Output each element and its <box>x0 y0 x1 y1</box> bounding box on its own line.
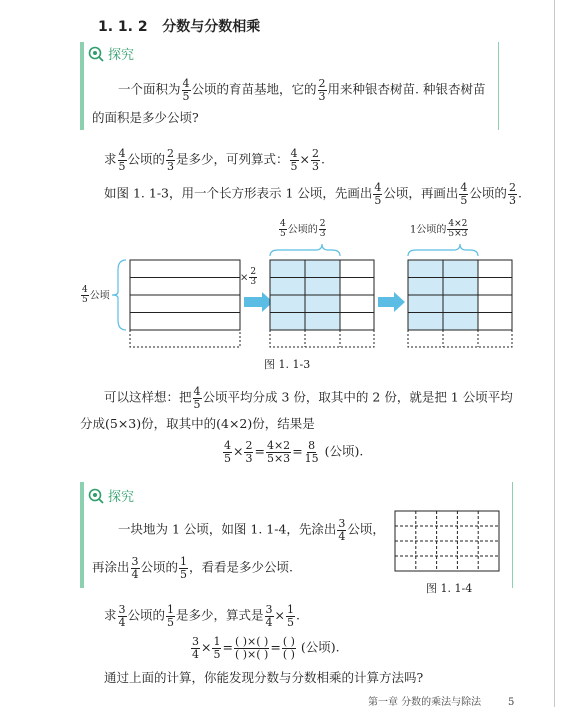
bracket <box>112 260 126 330</box>
rect-middle <box>270 260 374 347</box>
fig13-op: × $\frac{2}{3}$ <box>240 267 257 288</box>
fig13-caption: 图 1. 1-3 <box>264 358 311 371</box>
fig13-left-label: $\frac{4}{5}$ 公顷 <box>82 285 110 306</box>
explore-label: 探究 <box>108 48 135 63</box>
figure-1-1-4 <box>394 510 500 574</box>
equation-2: $\frac{3}{4}$ × $\frac{1}{5}$ = $\frac{( )\times( )}{( )\times( )}$ = $\frac{( )}{( )}$ (公顷). <box>192 635 340 661</box>
explore-bar-1-right <box>498 42 499 130</box>
para-1: 求 $\frac{4}{5}$ 公顷的 $\frac{2}{3}$ 是多少，可列算式： $\frac{4}{5}$ × $\frac{2}{3}$ . <box>104 147 326 173</box>
explore-bar-2 <box>80 482 84 588</box>
explore-icon <box>88 46 104 62</box>
para-4: 求 $\frac{3}{4}$ 公顷的 $\frac{1}{5}$ 是多少，算式是 $\frac{3}{4}$ × $\frac{1}{5}$ . <box>104 603 301 629</box>
para-2: 如图 1. 1-3，用一个长方形表示 1 公顷，先画出 $\frac{4}{5}$ 公顷，再画出 $\frac{4}{5}$ 公顷的 $\frac{2}{3}$ . <box>104 181 522 207</box>
explore-bar-1 <box>80 42 84 130</box>
explore1-line2: 的面积是多少公顷? <box>92 110 199 125</box>
equation-1: $\frac{4}{5}$ × $\frac{2}{3}$ = $\frac{4\times 2}{5\times 3}$ = $\frac{8}{15}$ (公顷). <box>224 439 364 465</box>
section-title: 分数与分数相乘 <box>162 19 261 35</box>
arrow-1 <box>244 292 273 312</box>
section-number: 1. 1. 2 <box>98 19 148 35</box>
fraction: $\frac{2}{3}$ <box>318 77 326 103</box>
fig13-mid-label: $\frac{4}{5}$ 公顷的 $\frac{2}{3}$ <box>280 219 326 240</box>
footer-page-number: 5 <box>508 697 515 708</box>
fraction: $\frac{4}{5}$ <box>182 77 190 103</box>
explore-bar-2-right <box>512 482 513 588</box>
fig13-right-label: 1公顷的 $\frac{4\times 2}{5\times 3}$ <box>410 219 468 240</box>
fig14-caption: 图 1. 1-4 <box>426 582 473 595</box>
explore1-line1: 一个面积为 $\frac{4}{5}$ 公顷的育苗基地，它的 $\frac{2}{3}$ 用来种银杏树苗. 种银杏树苗 <box>118 77 486 103</box>
explore-icon <box>88 488 104 504</box>
arrow-2 <box>378 292 405 312</box>
brace-right <box>408 244 478 256</box>
explore2-line2: 再涂出 $\frac{3}{4}$ 公顷的 $\frac{1}{5}$ ，看看是多少公顷. <box>92 555 294 581</box>
explore-label: 探究 <box>108 490 135 505</box>
para-3-line2: 分成(5×3)份，取其中的(4×2)份，结果是 <box>80 416 315 431</box>
rect-left <box>130 260 240 347</box>
section-heading <box>98 16 260 36</box>
rect-right <box>408 260 512 347</box>
explore2-line1: 一块地为 1 公顷，如图 1. 1-4，先涂出 $\frac{3}{4}$ 公顷， <box>118 517 385 543</box>
para-3-line1: 可以这样想：把 $\frac{4}{5}$ 公顷平均分成 3 份，取其中的 2 份，就是把 1 公顷平均 <box>104 385 513 411</box>
page-edge <box>554 0 555 707</box>
explore-header-2 <box>88 486 134 505</box>
footer-chapter: 第一章 分数的乘法与除法 <box>368 697 482 708</box>
brace-middle <box>270 244 340 256</box>
para-5: 通过上面的计算，你能发现分数与分数相乘的计算方法吗? <box>104 670 424 685</box>
explore-header-1 <box>88 44 134 63</box>
